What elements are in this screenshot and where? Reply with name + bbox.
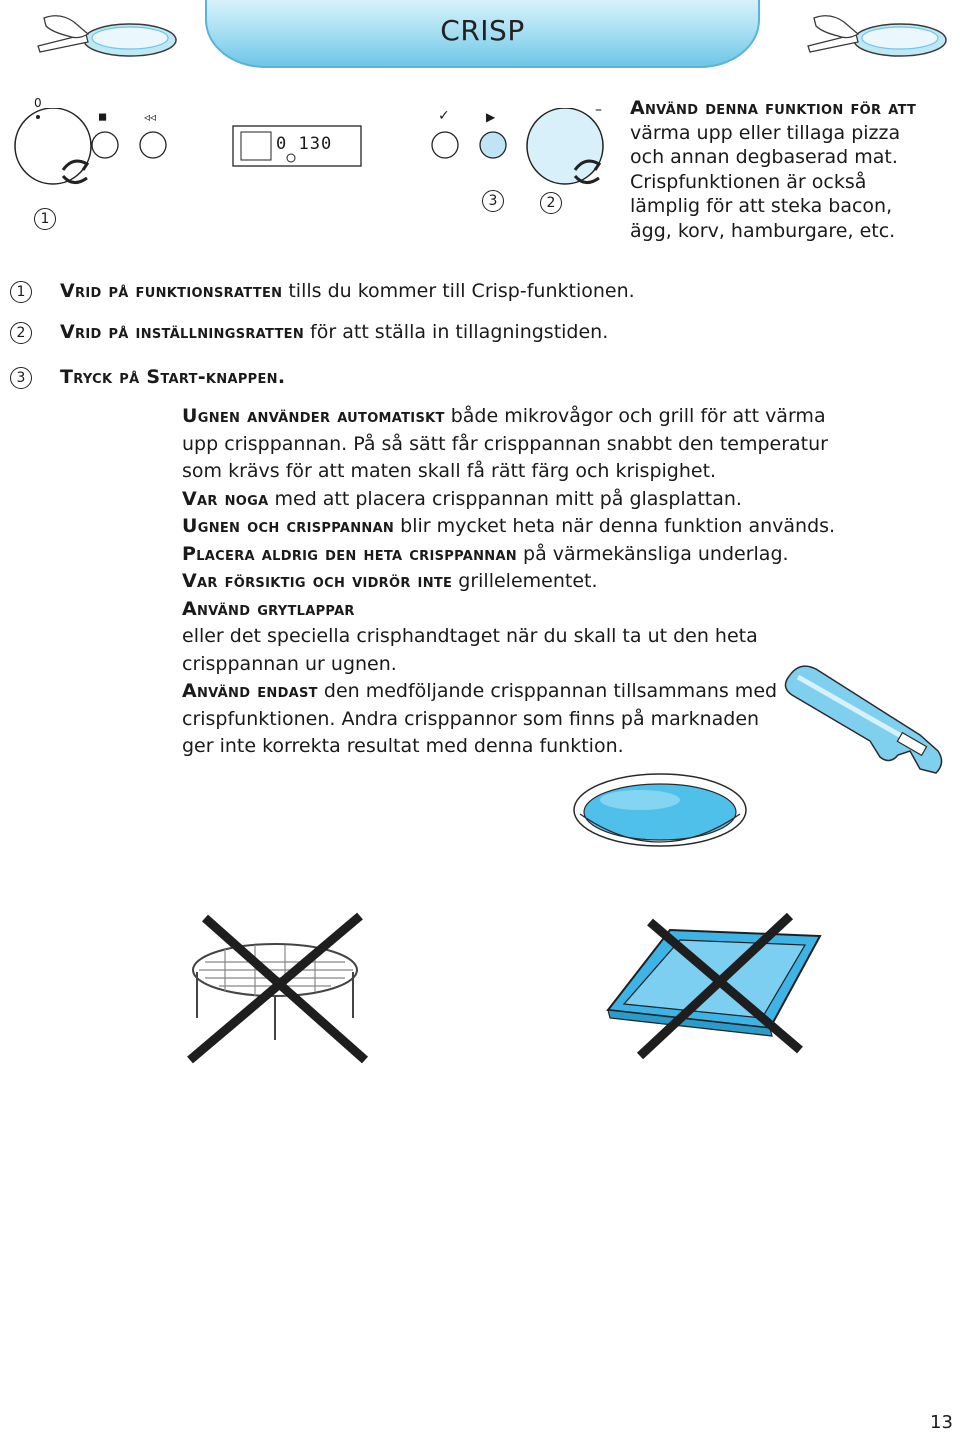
check-icon: ✓ bbox=[438, 108, 450, 124]
dial-zero-label: 0 bbox=[34, 96, 42, 110]
baking-tray-crossed-icon bbox=[600, 910, 830, 1060]
rewind-icon: ◃◃ bbox=[144, 110, 157, 124]
step-lead: Vrid på funktionsratten bbox=[60, 280, 283, 302]
display-readout: 0 130 bbox=[276, 134, 333, 154]
page-title: CRISP bbox=[440, 14, 525, 47]
note-text: med att placera crisppannan mitt på glasplattan. bbox=[268, 487, 742, 510]
step-number: 1 bbox=[10, 281, 32, 303]
crisp-handle-icon bbox=[770, 655, 955, 780]
note-text: på värmekänsliga underlag. bbox=[516, 542, 789, 565]
note bbox=[182, 596, 842, 624]
page-number: 13 bbox=[930, 1412, 953, 1433]
note-lead: Ugnen och crisppannan bbox=[182, 515, 395, 537]
note bbox=[182, 403, 842, 486]
step-lead: Tryck på Start-knappen. bbox=[60, 366, 286, 388]
note-text: grillelementet. bbox=[452, 570, 598, 592]
note bbox=[182, 568, 842, 596]
step-3 bbox=[60, 366, 285, 388]
step-text: tills du kommer till Crisp-funktionen. bbox=[282, 280, 635, 302]
step-2 bbox=[60, 321, 608, 343]
note-lead: Var noga bbox=[182, 487, 269, 510]
note-text: både mikrovågor och grill för att värma upp crisppannan. På så sätt får crisppannan snabbt den temperatur som krävs för att maten skall få rätt färg och krispighet. bbox=[182, 405, 828, 482]
side-description bbox=[630, 96, 930, 243]
note bbox=[182, 486, 842, 514]
note-text: den medföljande crisppannan tillsammans med crispfunktionen. Andra crisppannor som finns på marknaden ger inte korrekta resultat med denna funktion. bbox=[182, 680, 778, 757]
note bbox=[182, 678, 787, 761]
side-description-lead: Använd denna funktion för att bbox=[630, 97, 917, 119]
callout-1: 1 bbox=[34, 208, 56, 230]
grill-rack-crossed-icon bbox=[185, 910, 375, 1070]
play-icon: ▶ bbox=[486, 110, 496, 124]
hand-pan-icon bbox=[30, 8, 180, 63]
step-number: 3 bbox=[10, 367, 32, 389]
notes-block bbox=[182, 403, 842, 761]
side-description-body: värma upp eller tillaga pizza och annan degbaserad mat. Crispfunktionen är också lämplig för att steka bacon, ägg, korv, hamburgare, etc. bbox=[630, 121, 901, 242]
step-number: 2 bbox=[10, 322, 32, 344]
note-lead: Använd grytlappar bbox=[182, 597, 355, 620]
step-text: för att ställa in tillagningstiden. bbox=[304, 321, 609, 343]
step-1 bbox=[60, 280, 635, 302]
note-lead: Var försiktig och vidrör inte bbox=[182, 570, 453, 592]
stop-icon: ◼ bbox=[98, 110, 108, 123]
minus-icon: – bbox=[595, 102, 602, 118]
note-text: eller det speciella crisphandtaget när du skall ta ut den heta crisppannan ur ugnen. bbox=[182, 625, 758, 675]
note-lead: Ugnen använder automatiskt bbox=[182, 405, 445, 427]
hand-pan-icon-right bbox=[800, 8, 950, 63]
note-text: blir mycket heta när denna funktion används. bbox=[394, 515, 836, 537]
callout-2: 2 bbox=[540, 192, 562, 214]
note bbox=[182, 623, 782, 678]
note-lead: Använd endast bbox=[182, 680, 318, 702]
note bbox=[182, 513, 842, 541]
note bbox=[182, 541, 842, 569]
callout-3: 3 bbox=[482, 190, 504, 212]
step-lead: Vrid på inställningsratten bbox=[60, 321, 305, 343]
crisp-pan-icon bbox=[570, 770, 750, 860]
note-lead: Placera aldrig den heta crisppannan bbox=[182, 542, 517, 565]
